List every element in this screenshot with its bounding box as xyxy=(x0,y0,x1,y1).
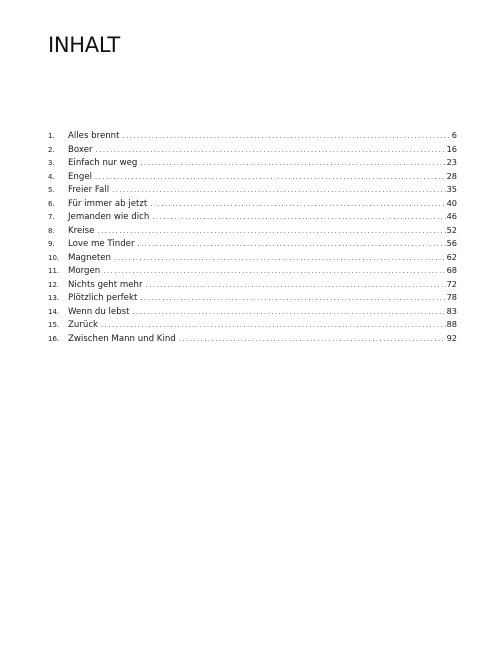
toc-leader-dots xyxy=(137,238,445,252)
toc-entry xyxy=(48,183,457,197)
toc-entry xyxy=(48,291,457,305)
toc-entry-page: 40 xyxy=(446,197,457,208)
toc-entry-number: 15. xyxy=(48,321,60,329)
toc-entry-number: 2. xyxy=(48,145,55,154)
toc-leader-dots xyxy=(95,171,446,185)
toc-entry xyxy=(48,332,457,346)
toc-entry-page: 46 xyxy=(446,211,457,221)
toc-entry-title: Jemanden wie dich xyxy=(68,212,150,222)
toc-leader-dots xyxy=(96,144,446,158)
toc-entry xyxy=(48,210,457,224)
toc-leader-dots xyxy=(114,252,446,266)
toc-entry-number: 3. xyxy=(48,159,55,167)
toc-leader-dots xyxy=(146,279,446,293)
toc-leader-dots xyxy=(123,130,451,144)
toc-entry-page: 78 xyxy=(446,292,457,302)
toc-entry-page: 16 xyxy=(446,143,457,154)
toc-entry-number: 13. xyxy=(48,294,60,302)
table-of-contents xyxy=(48,129,457,345)
toc-entry xyxy=(48,264,457,278)
toc-entry-number: 11. xyxy=(48,267,60,275)
toc-entry xyxy=(48,251,457,265)
toc-entry-title: Zwischen Mann und Kind xyxy=(68,333,176,344)
toc-entry-title: Magneten xyxy=(68,252,111,263)
toc-leader-dots xyxy=(112,184,445,198)
toc-entry-number: 5. xyxy=(48,186,55,194)
toc-entry-page: 83 xyxy=(446,305,457,316)
toc-entry xyxy=(48,170,457,184)
toc-entry-title: Plötzlich perfekt xyxy=(68,293,138,303)
toc-entry xyxy=(48,156,457,170)
toc-entry-number: 7. xyxy=(48,213,55,221)
toc-entry-title: Für immer ab jetzt xyxy=(68,198,148,209)
toc-entry-page: 62 xyxy=(446,251,457,262)
toc-entry-title: Boxer xyxy=(68,144,93,155)
toc-entry-title: Zurück xyxy=(68,320,99,330)
toc-leader-dots xyxy=(101,319,446,333)
toc-leader-dots xyxy=(97,225,445,239)
toc-entry-title: Engel xyxy=(68,171,93,182)
toc-leader-dots xyxy=(133,306,446,320)
toc-entry-page: 28 xyxy=(446,170,457,181)
toc-entry-page: 88 xyxy=(446,319,457,329)
toc-entry-title: Love me Tinder xyxy=(68,239,135,249)
toc-entry-title: Freier Fall xyxy=(68,185,110,195)
toc-entry-page: 23 xyxy=(446,157,457,167)
toc-entry-number: 10. xyxy=(48,253,60,262)
toc-leader-dots xyxy=(140,292,445,306)
toc-entry-title: Kreise xyxy=(68,225,95,236)
toc-leader-dots xyxy=(179,333,446,347)
page-title: INHALT xyxy=(48,33,120,57)
toc-leader-dots xyxy=(140,157,445,171)
toc-entry-number: 4. xyxy=(48,172,55,181)
toc-entry-page: 52 xyxy=(446,224,457,235)
toc-entry xyxy=(48,197,457,211)
toc-entry xyxy=(48,278,457,292)
toc-entry xyxy=(48,237,457,251)
toc-entry xyxy=(48,224,457,238)
toc-entry-page: 72 xyxy=(446,278,457,289)
toc-leader-dots xyxy=(152,211,445,225)
toc-entry-number: 1. xyxy=(48,132,55,140)
toc-entry xyxy=(48,143,457,157)
toc-entry-page: 56 xyxy=(446,238,457,248)
toc-entry-number: 9. xyxy=(48,240,55,248)
toc-entry-page: 6 xyxy=(451,130,457,140)
toc-entry-title: Alles brennt xyxy=(68,131,120,141)
toc-leader-dots xyxy=(103,265,445,279)
toc-leader-dots xyxy=(150,198,445,212)
toc-entry-page: 68 xyxy=(446,265,457,275)
toc-entry-number: 8. xyxy=(48,226,55,235)
toc-entry xyxy=(48,318,457,332)
toc-entry-number: 12. xyxy=(48,280,60,289)
toc-entry xyxy=(48,305,457,319)
toc-entry xyxy=(48,129,457,143)
toc-entry-title: Wenn du lebst xyxy=(68,306,130,317)
toc-entry-number: 16. xyxy=(48,334,60,343)
toc-entry-number: 6. xyxy=(48,199,55,208)
toc-entry-number: 14. xyxy=(48,307,60,316)
toc-entry-page: 92 xyxy=(446,332,457,343)
toc-entry-title: Einfach nur weg xyxy=(68,158,138,168)
toc-entry-title: Nichts geht mehr xyxy=(68,279,143,290)
toc-entry-title: Morgen xyxy=(68,266,101,276)
toc-entry-page: 35 xyxy=(446,184,457,194)
